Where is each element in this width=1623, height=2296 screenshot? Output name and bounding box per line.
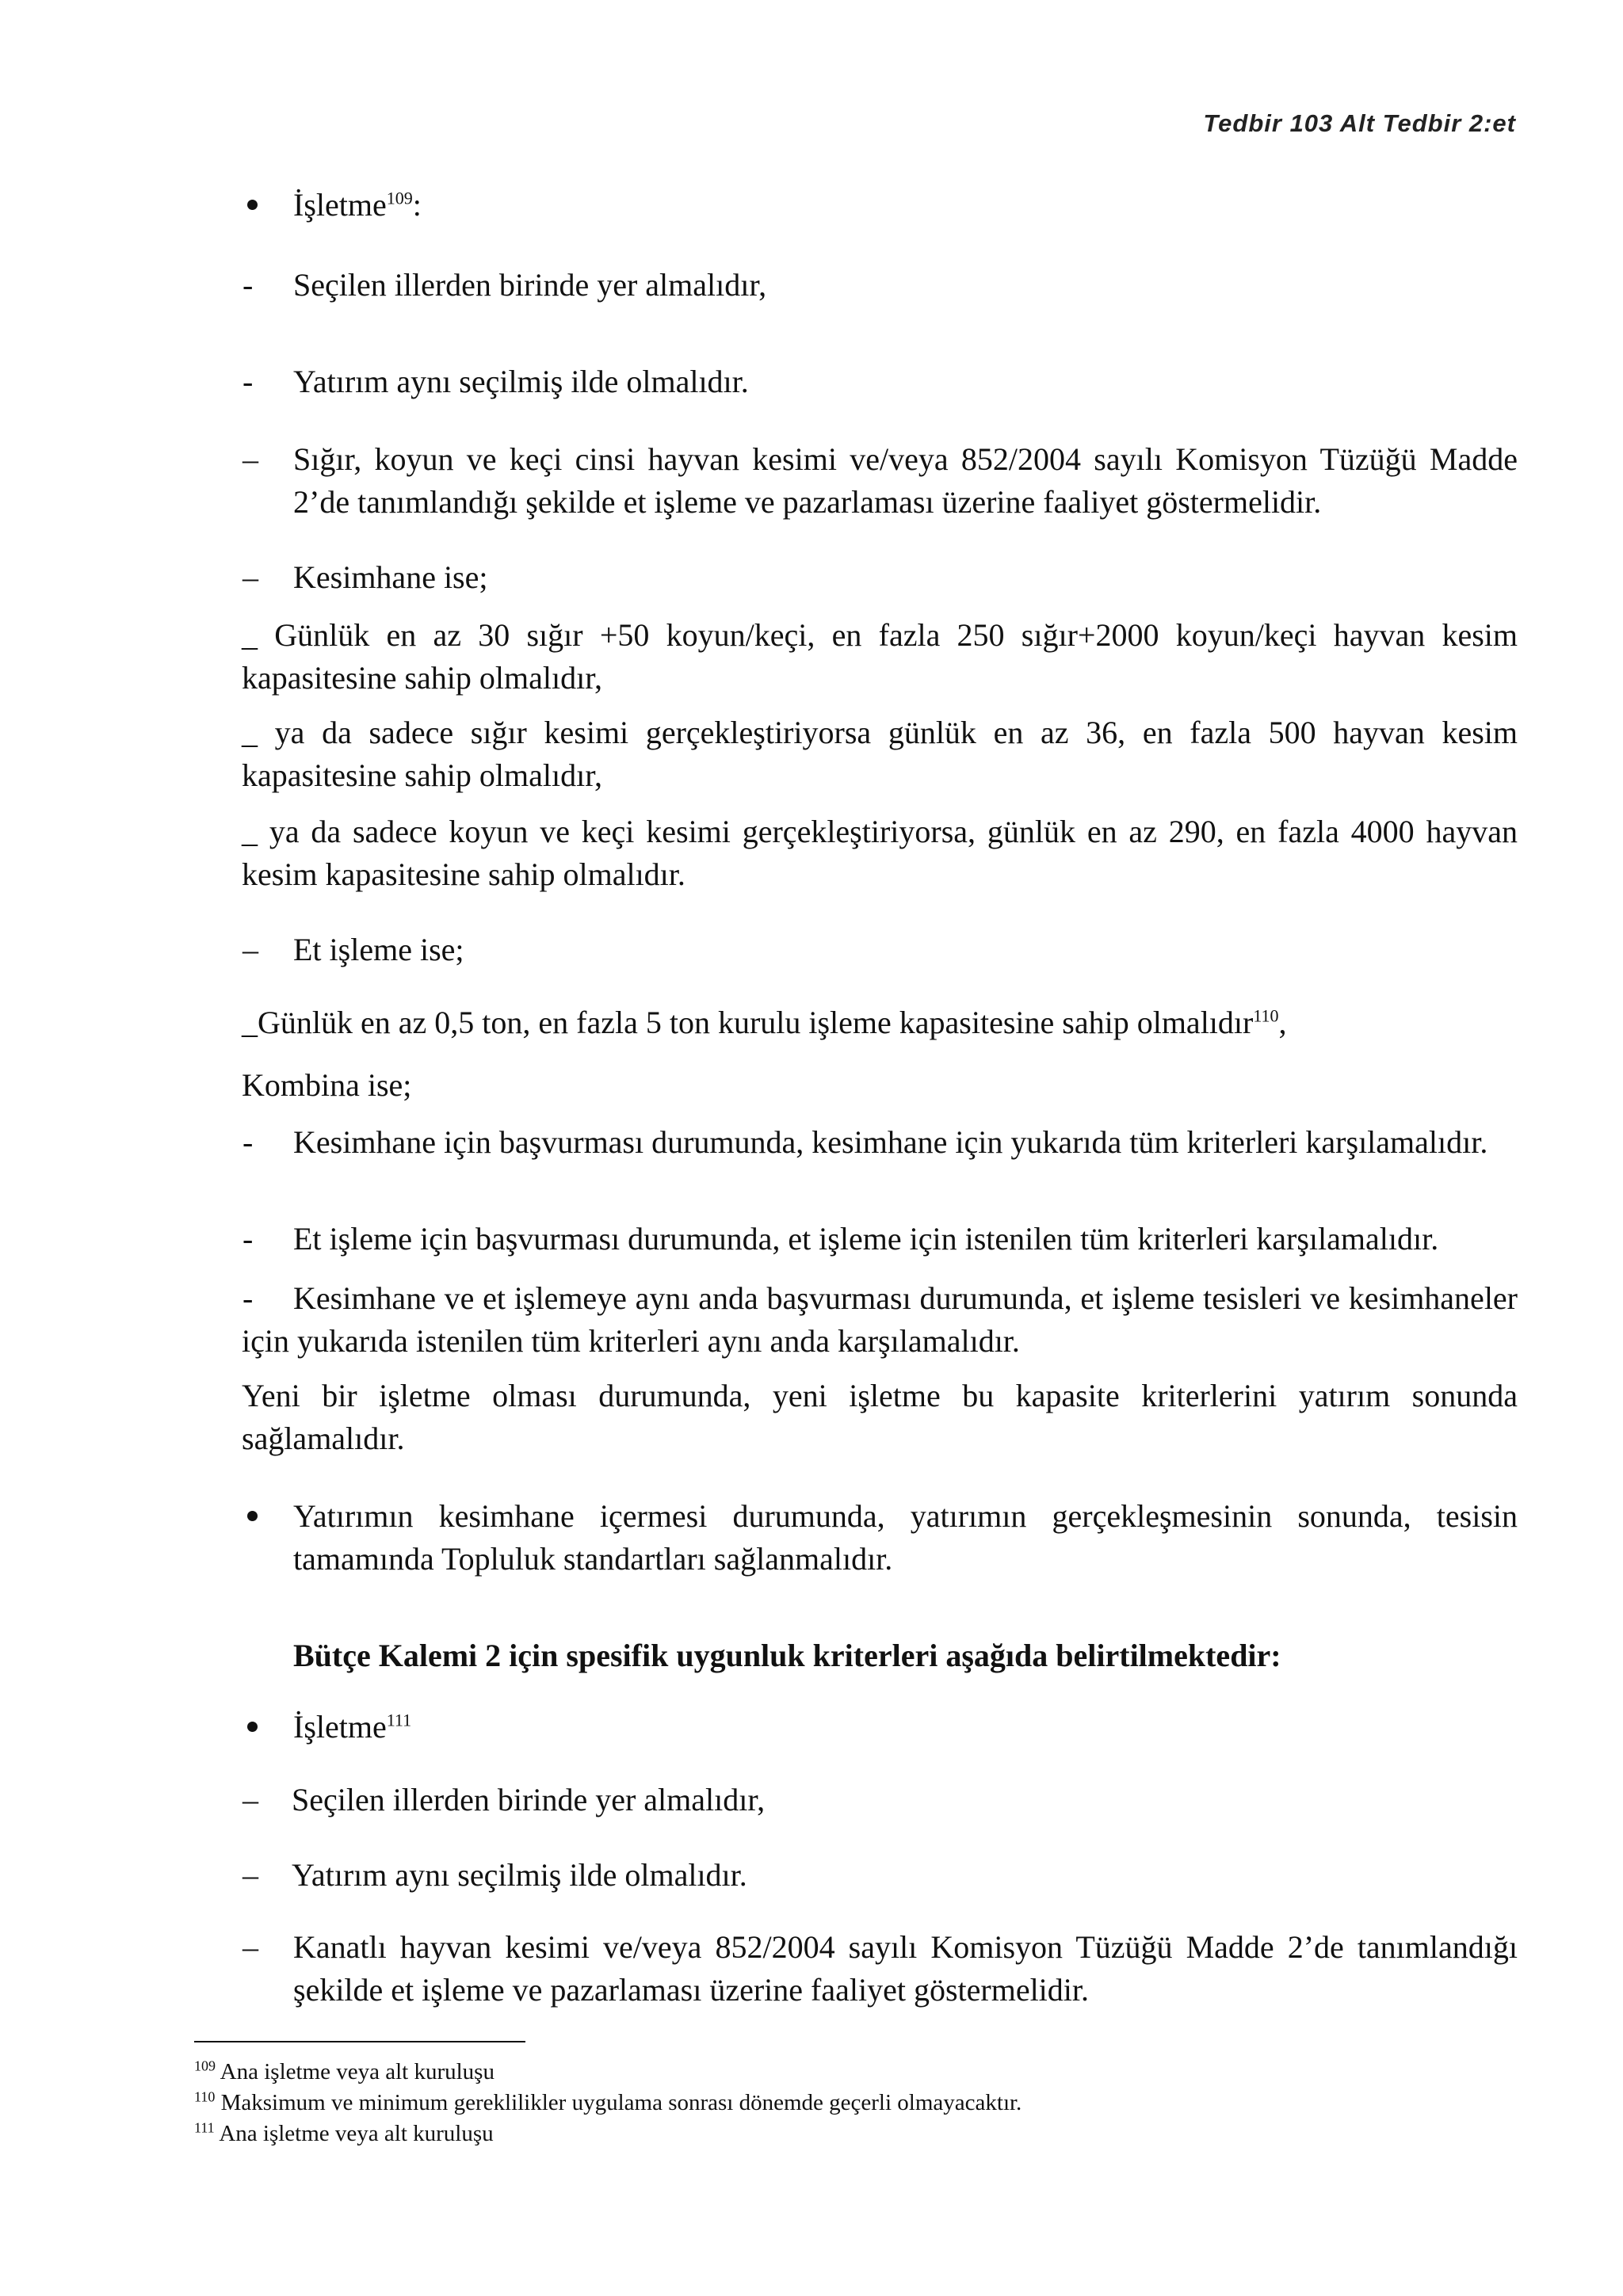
paragraph: Kombina ise; bbox=[242, 1067, 412, 1103]
list-item: Seçilen illerden birinde yer almalıdır, bbox=[293, 267, 767, 303]
footnote: $^{109}$ Ana işletme veya alt kuruluşu bbox=[194, 2058, 495, 2084]
footnote: $^{111}$ Ana işletme veya alt kuruluşu bbox=[194, 2119, 494, 2146]
dash-marker: - bbox=[242, 1221, 254, 1257]
list-item: Sığır, koyun ve keçi cinsi hayvan kesimi ve/veya 852/2004 sayılı Komisyon Tüzüğü Madde 2’de tanımlandığı şekilde et işleme ve pazarlaması üzerine faaliyet göstermelidir. bbox=[293, 441, 1518, 520]
list-item: Yatırımın kesimhane içermesi durumunda, yatırımın gerçekleşmesinin sonunda, tesisin tamamında Topluluk standartları sağlanmalıdır. bbox=[293, 1498, 1518, 1577]
list-item: Yatırım aynı seçilmiş ilde olmalıdır. bbox=[293, 364, 749, 399]
dash-marker: - bbox=[242, 1124, 254, 1160]
dash-marker: – bbox=[242, 441, 258, 477]
bullet-icon bbox=[247, 1722, 258, 1732]
footnote-ref: 111 bbox=[386, 1710, 412, 1730]
paragraph: _ Günlük en az 30 sığır +50 koyun/keçi, en fazla 250 sığır+2000 koyun/keçi hayvan kesim kapasitesine sahip olmalıdır, bbox=[242, 617, 1518, 696]
paragraph: _ ya da sadece sığır kesimi gerçekleştiriyorsa günlük en az 36, en fazla 500 hayvan kesim kapasitesine sahip olmalıdır, bbox=[242, 715, 1518, 793]
list-item: Et işleme ise; bbox=[293, 932, 464, 967]
list-item: Kesimhane ise; bbox=[293, 559, 488, 595]
dash-marker: – bbox=[242, 1857, 258, 1893]
bullet-icon bbox=[247, 200, 258, 210]
running-header: Tedbir 103 Alt Tedbir 2:et bbox=[1203, 109, 1516, 137]
isletme-title: İşletme$^{109}$: bbox=[293, 187, 422, 223]
dash-marker: – bbox=[242, 932, 258, 967]
paragraph: Yeni bir işletme olması durumunda, yeni işletme bu kapasite kriterlerini yatırım sonunda sağlamalıdır. bbox=[242, 1378, 1518, 1456]
footnote-ref: 109 bbox=[386, 188, 413, 208]
list-item: Kanatlı hayvan kesimi ve/veya 852/2004 sayılı Komisyon Tüzüğü Madde 2’de tanımlandığı şekilde et işleme ve pazarlaması üzerine faaliyet göstermelidir. bbox=[293, 1929, 1518, 2008]
dash-marker: – bbox=[242, 559, 258, 595]
list-item: Seçilen illerden birinde yer almalıdır, bbox=[292, 1782, 766, 1817]
footnote: $^{110}$ Maksimum ve minimum gereklilikler uygulama sonrası dönemde geçerli olmayacaktır. bbox=[194, 2088, 1022, 2115]
footnote-ref: 110 bbox=[1253, 1005, 1279, 1026]
dash-marker: - bbox=[242, 267, 254, 303]
paragraph: _Günlük en az 0,5 ton, en fazla 5 ton kurulu işleme kapasitesine sahip olmalıdır$^{110}$, bbox=[242, 1005, 1287, 1040]
paragraph: Et işleme için başvurması durumunda, et işleme için istenilen tüm kriterleri karşılamalıdır. bbox=[293, 1221, 1439, 1257]
dash-marker: - bbox=[242, 1280, 254, 1316]
bullet-icon bbox=[247, 1511, 258, 1521]
paragraph: Kesimhane için başvurması durumunda, kesimhane için yukarıda tüm kriterleri karşılamalıdır. bbox=[293, 1124, 1488, 1160]
dash-marker: – bbox=[242, 1782, 258, 1817]
dash-marker: - bbox=[242, 364, 254, 399]
dash-marker: – bbox=[242, 1929, 258, 1965]
footnote-separator bbox=[194, 2041, 525, 2042]
list-item: Yatırım aynı seçilmiş ilde olmalıdır. bbox=[292, 1857, 747, 1893]
section-heading: Bütçe Kalemi 2 için spesifik uygunluk kriterleri aşağıda belirtilmektedir: bbox=[293, 1638, 1281, 1673]
isletme-title: İşletme$^{111}$ bbox=[293, 1709, 412, 1745]
paragraph: _ ya da sadece koyun ve keçi kesimi gerçekleştiriyorsa, günlük en az 290, en fazla 4000 hayvan kesim kapasitesine sahip olmalıdır. bbox=[242, 814, 1518, 892]
paragraph: Kesimhane ve et işlemeye aynı anda başvurması durumunda, et işleme tesisleri ve kesimhaneler için yukarıda istenilen tüm kriterleri aynı anda karşılamalıdır. bbox=[242, 1280, 1518, 1359]
